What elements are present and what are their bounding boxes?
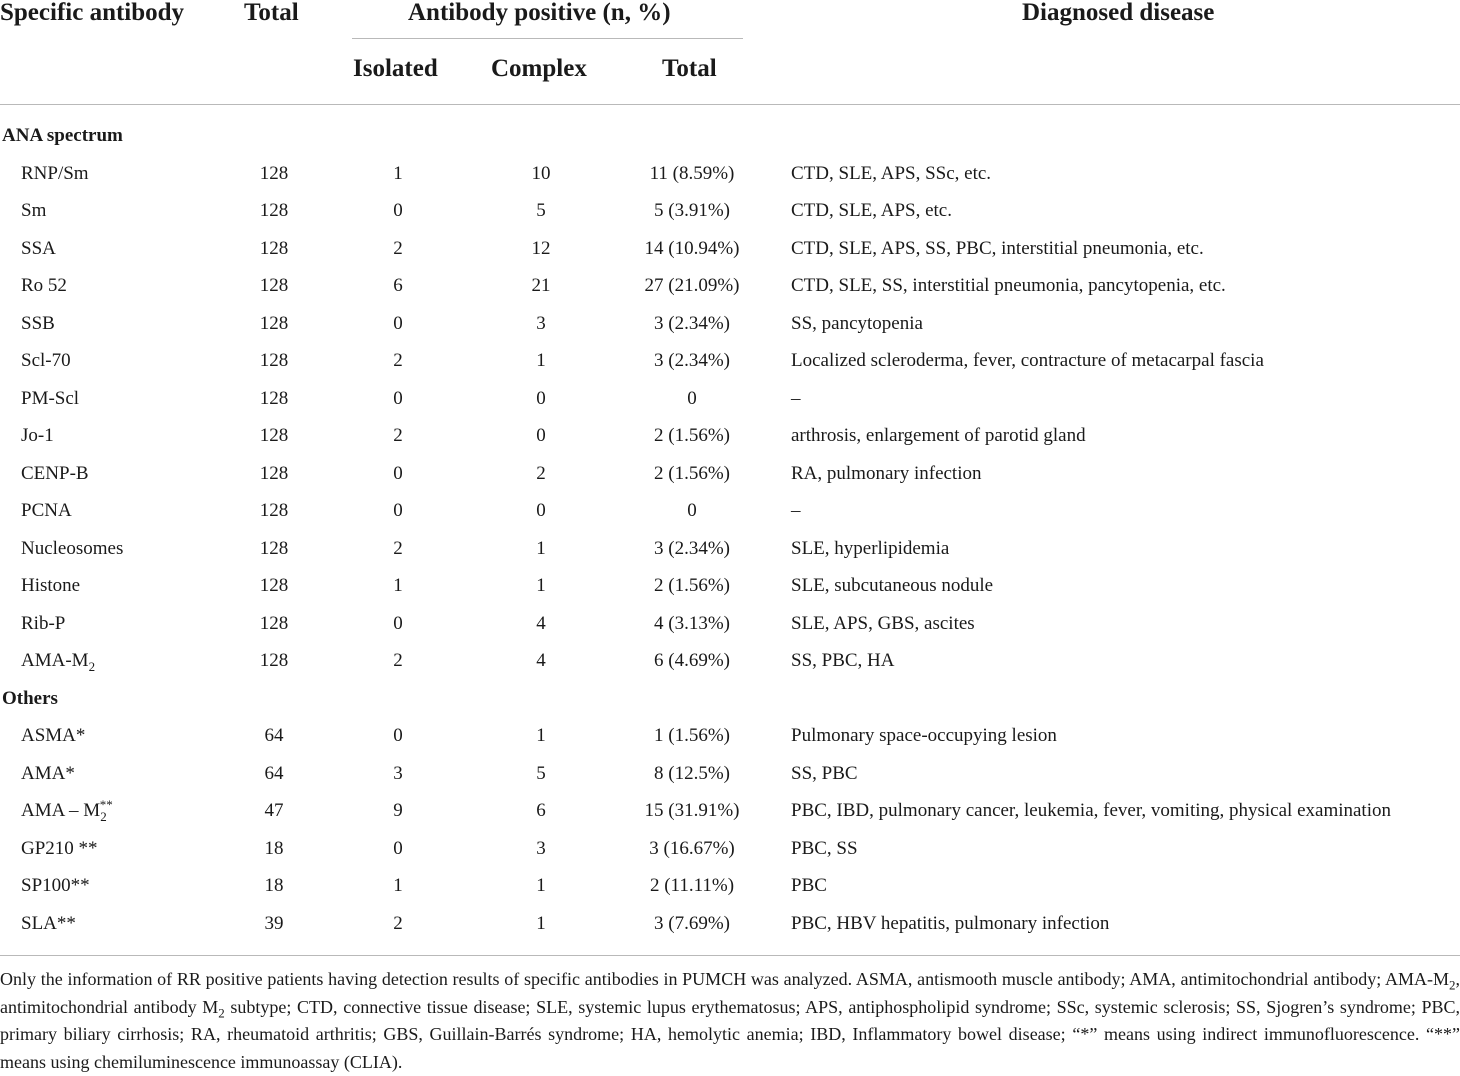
header-bottom-rule [0, 104, 1460, 105]
cell-positive-total: 0 [687, 500, 697, 521]
table-row [0, 867, 1460, 905]
cell-diagnosed-disease: PBC, IBD, pulmonary cancer, leukemia, fever, vomiting, physical examination [791, 800, 1391, 821]
cell-antibody: SLA** [21, 912, 76, 934]
cell-isolated: 9 [393, 800, 403, 821]
table-row [0, 192, 1460, 230]
section-title: Others [2, 687, 58, 709]
table-row [0, 605, 1460, 643]
cell-total: 64 [264, 762, 284, 784]
cell-antibody: Jo-1 [21, 425, 54, 446]
cell-antibody: SSB [21, 312, 55, 334]
cell-total: 128 [259, 312, 289, 334]
cell-total: 128 [259, 425, 289, 446]
cell-antibody: Histone [21, 575, 81, 596]
cell-positive-total: 3 (16.67%) [649, 837, 735, 859]
table-row [0, 342, 1460, 380]
table-bottom-rule [0, 955, 1460, 956]
cell-antibody: SSA [21, 237, 56, 259]
cell-diagnosed-disease: Pulmonary space-occupying lesion [791, 725, 1057, 746]
cell-antibody: ASMA* [21, 725, 86, 746]
cell-diagnosed-disease: Localized scleroderma, fever, contracture of metacarpal fascia [791, 350, 1264, 371]
cell-positive-total: 2 (1.56%) [654, 425, 730, 446]
cell-isolated: 0 [393, 725, 403, 746]
cell-diagnosed-disease: RA, pulmonary infection [791, 462, 982, 484]
cell-diagnosed-disease: CTD, SLE, APS, etc. [791, 200, 952, 221]
cell-complex: 0 [536, 500, 546, 521]
cell-complex: 4 [536, 650, 546, 671]
section-title: ANA spectrum [2, 125, 123, 146]
cell-diagnosed-disease: SLE, hyperlipidemia [791, 537, 950, 559]
cell-complex: 3 [536, 837, 546, 859]
cell-total: 18 [264, 837, 284, 859]
cell-antibody: GP210 ** [21, 837, 98, 859]
cell-antibody: CENP-B [21, 462, 89, 484]
cell-isolated: 0 [393, 837, 403, 859]
cell-total: 128 [259, 387, 289, 409]
table-row [0, 717, 1460, 755]
cell-isolated: 0 [393, 387, 403, 409]
cell-isolated: 1 [393, 875, 403, 896]
cell-isolated: 0 [393, 462, 403, 484]
cell-positive-total: 2 (1.56%) [654, 575, 730, 596]
cell-antibody: AMA – $M_2^{**}$ [21, 796, 113, 824]
cell-total: 39 [264, 912, 284, 934]
cell-antibody: Rib-P [21, 612, 66, 634]
cell-diagnosed-disease: PBC, SS [791, 837, 858, 859]
cell-positive-total: 3 (2.34%) [654, 537, 730, 559]
cell-positive-total: 3 (2.34%) [654, 312, 730, 334]
cell-diagnosed-disease: arthrosis, enlargement of parotid gland [791, 425, 1086, 446]
cell-isolated: 6 [393, 275, 403, 296]
cell-isolated: 0 [393, 200, 403, 221]
table-row [0, 530, 1460, 568]
cell-isolated: 1 [393, 575, 403, 596]
column-header-isolated: Isolated [353, 55, 438, 82]
table-row [0, 642, 1460, 680]
cell-complex: 21 [531, 275, 551, 296]
cell-complex: 1 [536, 912, 546, 934]
cell-complex: 0 [536, 425, 546, 446]
cell-positive-total: 2 (11.11%) [649, 875, 735, 896]
cell-complex: 6 [536, 800, 546, 821]
cell-total: 128 [259, 575, 289, 596]
cell-antibody: Scl-70 [21, 350, 71, 371]
cell-isolated: 0 [393, 500, 403, 521]
column-header-antibody-positive: Antibody positive (n, %) [408, 0, 671, 26]
cell-total: 128 [259, 275, 289, 296]
cell-isolated: 2 [393, 537, 403, 559]
cell-isolated: 0 [393, 312, 403, 334]
cell-complex: 1 [536, 575, 546, 596]
cell-total: 128 [259, 462, 289, 484]
table-row [0, 267, 1460, 305]
cell-diagnosed-disease: SS, PBC, HA [791, 650, 895, 671]
header-group-rule [352, 38, 743, 39]
cell-positive-total: 2 (1.56%) [654, 462, 730, 484]
cell-diagnosed-disease: SS, pancytopenia [791, 312, 923, 334]
cell-complex: 1 [536, 725, 546, 746]
cell-positive-total: 27 (21.09%) [644, 275, 740, 296]
cell-complex: 5 [536, 200, 546, 221]
cell-total: 128 [259, 162, 289, 184]
cell-complex: 1 [536, 875, 546, 896]
cell-diagnosed-disease: PBC, HBV hepatitis, pulmonary infection [791, 912, 1110, 934]
table-row [0, 417, 1460, 455]
cell-total: 128 [259, 200, 289, 221]
column-header-diagnosed-disease: Diagnosed disease [1022, 0, 1215, 26]
cell-total: 128 [259, 237, 289, 259]
cell-diagnosed-disease: PBC [791, 875, 827, 896]
cell-antibody: RNP/Sm [21, 162, 89, 184]
table-row [0, 755, 1460, 793]
cell-positive-total: 15 (31.91%) [644, 800, 740, 821]
column-header-complex: Complex [491, 55, 587, 82]
cell-total: 128 [259, 537, 289, 559]
cell-total: 128 [259, 500, 289, 521]
table-row [0, 905, 1460, 943]
cell-antibody: AMA-$M_2$ [21, 650, 96, 674]
cell-complex: 3 [536, 312, 546, 334]
cell-positive-total: 5 (3.91%) [654, 200, 730, 221]
cell-total: 128 [259, 350, 289, 371]
cell-diagnosed-disease: CTD, SLE, APS, SSc, etc. [791, 162, 992, 184]
cell-antibody: Nucleosomes [21, 537, 124, 559]
cell-complex: 5 [536, 762, 546, 784]
table-row [0, 380, 1460, 418]
table-row [0, 455, 1460, 493]
cell-complex: 12 [531, 237, 551, 259]
cell-positive-total: 4 (3.13%) [654, 612, 730, 634]
table-row [0, 830, 1460, 868]
cell-total: 47 [264, 800, 284, 821]
cell-positive-total: 8 (12.5%) [654, 762, 730, 784]
cell-diagnosed-disease: CTD, SLE, APS, SS, PBC, interstitial pneumonia, etc. [791, 237, 1204, 259]
cell-complex: 4 [536, 612, 546, 634]
cell-isolated: 2 [393, 350, 403, 371]
cell-isolated: 2 [393, 650, 403, 671]
cell-diagnosed-disease: SLE, APS, GBS, ascites [791, 612, 975, 634]
column-header-total: Total [244, 0, 299, 26]
cell-antibody: PCNA [21, 500, 72, 521]
cell-antibody: Ro 52 [21, 275, 67, 296]
cell-complex: 1 [536, 537, 546, 559]
cell-diagnosed-disease: SLE, subcutaneous nodule [791, 575, 994, 596]
table-row [0, 792, 1460, 830]
cell-complex: 2 [536, 462, 546, 484]
cell-diagnosed-disease: – [791, 387, 801, 409]
cell-positive-total: 14 (10.94%) [644, 237, 740, 259]
cell-antibody: SP100** [21, 875, 90, 896]
cell-total: 64 [264, 725, 284, 746]
table-row [0, 155, 1460, 193]
cell-isolated: 0 [393, 612, 403, 634]
cell-diagnosed-disease: CTD, SLE, SS, interstitial pneumonia, pancytopenia, etc. [791, 275, 1226, 296]
cell-complex: 10 [531, 162, 551, 184]
column-header-total-positive: Total [662, 55, 717, 82]
cell-total: 128 [259, 650, 289, 671]
cell-diagnosed-disease: SS, PBC [791, 762, 858, 784]
column-header-specific-antibody: Specific antibody [0, 0, 185, 26]
cell-diagnosed-disease: – [791, 500, 801, 521]
cell-positive-total: 3 (7.69%) [654, 912, 730, 934]
table-footnote: Only the information of RR positive patients having detection results of specific antibodies in PUMCH was analyzed. ASMA, antismooth muscle antibody; AMA, antimitochondrial antibody; AMA-$M_2$, antimitochondrial antibody $M_2$ subtype; CTD, connective tissue disease; SLE, systemic lupus erythematosus; APS, antiphospholipid syndrome; SSc, systemic sclerosis; SS, Sjogren’s syndrome; PBC, primary biliary cirrhosis; RA, rheumatoid arthritis; GBS, Guillain-Barrés syndrome; HA, hemolytic anemia; IBD, Inflammatory bowel disease; “*” means using indirect immunofluorescence. “**” means using chemiluminescence immunoassay (CLIA). [0, 969, 1460, 1072]
cell-positive-total: 6 (4.69%) [654, 650, 730, 671]
cell-isolated: 2 [393, 912, 403, 934]
cell-positive-total: 3 (2.34%) [654, 350, 730, 371]
cell-positive-total: 0 [687, 387, 697, 409]
cell-antibody: Sm [21, 200, 47, 221]
table-row [0, 305, 1460, 343]
cell-complex: 1 [536, 350, 546, 371]
cell-isolated: 1 [393, 162, 403, 184]
table-row [0, 567, 1460, 605]
cell-positive-total: 11 (8.59%) [649, 162, 735, 184]
table-row [0, 492, 1460, 530]
cell-isolated: 2 [393, 237, 403, 259]
cell-isolated: 2 [393, 425, 403, 446]
cell-total: 128 [259, 612, 289, 634]
cell-antibody: PM-Scl [21, 387, 80, 409]
cell-complex: 0 [536, 387, 546, 409]
table-row [0, 230, 1460, 268]
cell-total: 18 [264, 875, 284, 896]
cell-isolated: 3 [393, 762, 403, 784]
cell-antibody: AMA* [21, 762, 75, 784]
cell-positive-total: 1 (1.56%) [654, 725, 730, 746]
